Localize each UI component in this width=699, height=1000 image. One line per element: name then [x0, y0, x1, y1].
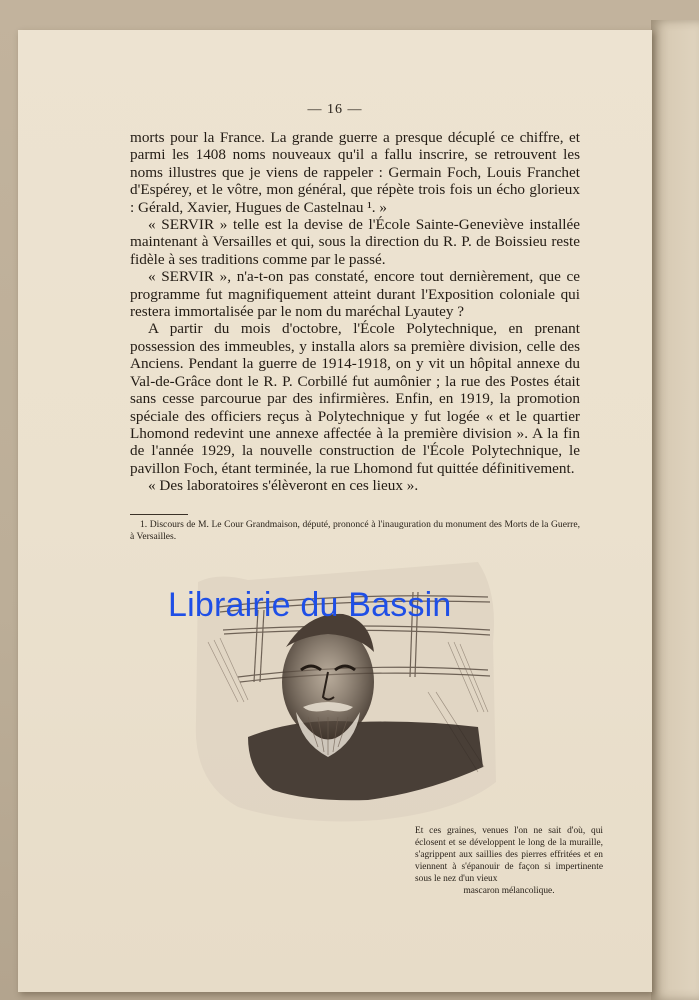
page-number: — 16 —: [307, 102, 363, 117]
watermark: Librairie du Bassin: [168, 586, 452, 624]
caption-text: Et ces graines, venues l'on ne sait d'où, qui éclosent et se développent le long de la muraille, s'agrippent aux saillies des pierres effritées et en viennent à s'épanouir de façon si impertinente sous le nez d'un vieux: [415, 826, 603, 884]
body-text: [130, 129, 580, 495]
footnote-rule: [130, 514, 188, 515]
paragraph-1: morts pour la France. La grande guerre a presque décuplé ce chiffre, et parmi les 1408 noms nouveaux qu'il a fallu inscrire, se retrouvent les noms illustres que je viens de rappeler : Germain Foch, Louis Franchet d'Espérey, et le vôtre, mon général, que répète trois fois un écho glorieux : Gérald, Xavier, Hugues de Castelnau ¹. »: [130, 129, 580, 216]
book-page: [18, 30, 652, 992]
paragraph-2: « SERVIR » telle est la devise de l'École Sainte-Geneviève installée maintenant à Versailles et qui, sous la direction du R. P. de Boissieu reste fidèle à ses traditions comme par le passé.: [130, 216, 580, 268]
footnote: 1. Discours de M. Le Cour Grandmaison, député, prononcé à l'inauguration du monument des Morts de la Guerre, à Versailles.: [130, 519, 580, 542]
paragraph-3: « SERVIR », n'a-t-on pas constaté, encore tout dernièrement, que ce programme fut magnifiquement atteint durant l'Exposition coloniale qui restera immortalisée par le nom du maréchal Lyautey ?: [130, 268, 580, 321]
paragraph-4: A partir du mois d'octobre, l'École Polytechnique, en prenant possession des immeubles, y installa alors sa première division, celle des Anciens. Pendant la guerre de 1914-1918, on y vit un hôpital annexe du Val-de-Grâce dont le R. P. Corbillé fut aumônier ; la rue des Postes était sans cesse parcourue par des infirmières. Enfin, en 1919, la promotion spéciale des officiers reçus à Polytechnique y fut logée « et le quartier Lhomond redevint une annexe affectée à la première division ». A la fin de l'année 1929, la nouvelle construction de l'École Polytechnique, le pavillon Foch, étant terminée, la rue Lhomond fut quittée définitivement.: [130, 320, 580, 477]
paragraph-5: « Des laboratoires s'élèveront en ces lieux ».: [148, 477, 419, 495]
illustration-caption: [415, 825, 603, 897]
next-page-edge: [651, 20, 699, 1000]
caption-last-line: mascaron mélancolique.: [463, 886, 555, 896]
